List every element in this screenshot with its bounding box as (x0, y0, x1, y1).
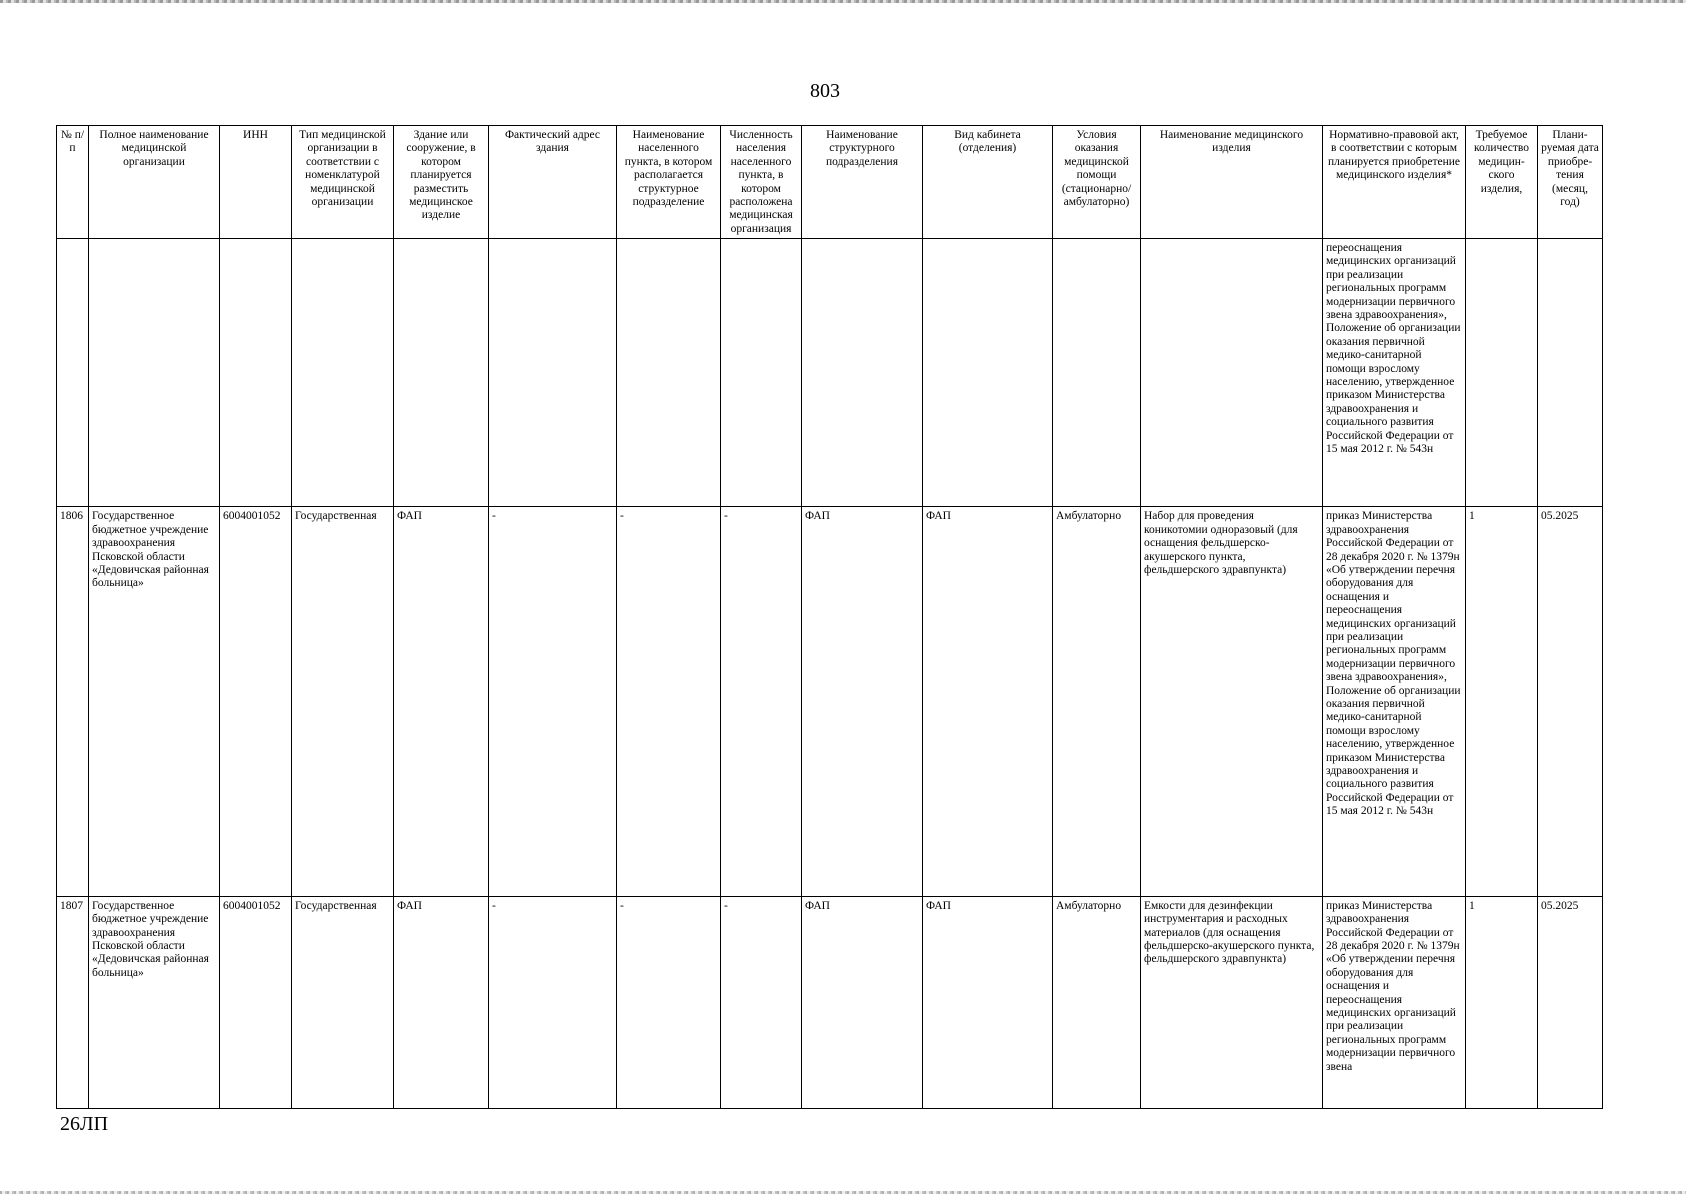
org-type-cell: Государственная (292, 507, 394, 896)
row-number-cell: 1807 (57, 896, 89, 1108)
scan-edge-top (0, 0, 1686, 3)
table-cell (1466, 239, 1538, 507)
org-name-cell: Государственное бюджетное учреждение здравоохранения Псковской области «Дедовичская районная больница» (89, 896, 220, 1108)
settlement-cell: - (617, 507, 721, 896)
table-cell (721, 239, 802, 507)
settlement-cell: - (617, 896, 721, 1108)
table-cell (89, 239, 220, 507)
population-cell: - (721, 507, 802, 896)
table-cell (57, 239, 89, 507)
inn-cell: 6004001052 (220, 896, 292, 1108)
header-org-name: Полное наименование медицинской организации (89, 126, 220, 239)
header-cabinet-type: Вид кабинета (отделения) (923, 126, 1053, 239)
table-row-continuation (57, 239, 1603, 507)
planned-date-cell: 05.2025 (1538, 507, 1603, 896)
header-row-number: № п/п (57, 126, 89, 239)
table-cell (1141, 239, 1323, 507)
device-name-cell: Набор для проведения коникотомии одноразовый (для оснащения фельдшерско-акушерского пункта, фельдшерского здравпункта) (1141, 507, 1323, 896)
table-cell (394, 239, 489, 507)
header-planned-date: Плани-руемая дата приобре-тения (месяц, год) (1538, 126, 1603, 239)
page-number: 803 (810, 80, 840, 102)
table-cell (1538, 239, 1603, 507)
header-care-conditions: Условия оказания медицинской помощи (стационарно/ амбулаторно) (1053, 126, 1141, 239)
table-cell (923, 239, 1053, 507)
row-number-cell: 1806 (57, 507, 89, 896)
table-cell (220, 239, 292, 507)
inn-cell: 6004001052 (220, 507, 292, 896)
structural-unit-cell: ФАП (802, 507, 923, 896)
header-building: Здание или сооружение, в котором планируется разместить медицинское изделие (394, 126, 489, 239)
quantity-cell: 1 (1466, 896, 1538, 1108)
device-name-cell: Емкости для дезинфекции инструментария и расходных материалов (для оснащения фельдшерско-акушерского пункта, фельдшерского здравпункта) (1141, 896, 1323, 1108)
legal-act-cell: приказ Министерства здравоохранения Российской Федерации от 28 декабря 2020 г. № 1379н «Об утверждении перечня оборудования для оснащения и переоснащения медицинских организаций при реализации региональных программ модернизации первичного звена здравоохранения», Положение об организации оказания первичной медико-санитарной помощи взрослому населению, утвержденное приказом Министерства здравоохранения и социального развития Российской Федерации от 15 мая 2012 г. № 543н (1323, 507, 1466, 896)
table-header-row (57, 126, 1603, 239)
table-cell (489, 239, 617, 507)
table-cell (802, 239, 923, 507)
care-conditions-cell: Амбулаторно (1053, 896, 1141, 1108)
quantity-cell: 1 (1466, 507, 1538, 896)
building-cell: ФАП (394, 507, 489, 896)
structural-unit-cell: ФАП (802, 896, 923, 1108)
header-quantity: Требуемое количество медицин-ского изделия, (1466, 126, 1538, 239)
footer-document-code: 26ЛП (60, 1113, 109, 1135)
org-type-cell: Государственная (292, 896, 394, 1108)
cabinet-type-cell: ФАП (923, 507, 1053, 896)
header-legal-act: Нормативно-правовой акт, в соответствии с которым планируется приобретение медицинского изделия* (1323, 126, 1466, 239)
header-settlement: Наименование населенного пункта, в котором располагается структурное подразделение (617, 126, 721, 239)
population-cell: - (721, 896, 802, 1108)
scan-edge-bottom (0, 1191, 1686, 1194)
address-cell: - (489, 507, 617, 896)
header-address: Фактический адрес здания (489, 126, 617, 239)
table-row (57, 507, 1603, 896)
table-row (57, 896, 1603, 1108)
header-org-type: Тип медицинской организации в соответствии с номенклатурой медицинской организации (292, 126, 394, 239)
cabinet-type-cell: ФАП (923, 896, 1053, 1108)
building-cell: ФАП (394, 896, 489, 1108)
header-structural-unit: Наименование структурного подразделения (802, 126, 923, 239)
address-cell: - (489, 896, 617, 1108)
legal-act-cell: переоснащения медицинских организаций при реализации региональных программ модернизации первичного звена здравоохранения», Положение об организации оказания первичной медико-санитарной помощи взрослому населению, утвержденное приказом Министерства здравоохранения и социального развития Российской Федерации от 15 мая 2012 г. № 543н (1323, 239, 1466, 507)
table-cell (1053, 239, 1141, 507)
table-cell (292, 239, 394, 507)
legal-act-cell: приказ Министерства здравоохранения Российской Федерации от 28 декабря 2020 г. № 1379н «Об утверждении перечня оборудования для оснащения и переоснащения медицинских организаций при реализации региональных программ модернизации первичного звена (1323, 896, 1466, 1108)
header-population: Численность населения населенного пункта, в котором расположена медицинская организация (721, 126, 802, 239)
org-name-cell: Государственное бюджетное учреждение здравоохранения Псковской области «Дедовичская районная больница» (89, 507, 220, 896)
planned-date-cell: 05.2025 (1538, 896, 1603, 1108)
table-cell (617, 239, 721, 507)
header-device-name: Наименование медицинского изделия (1141, 126, 1323, 239)
care-conditions-cell: Амбулаторно (1053, 507, 1141, 896)
header-inn: ИНН (220, 126, 292, 239)
medical-equipment-table (56, 125, 1603, 1109)
